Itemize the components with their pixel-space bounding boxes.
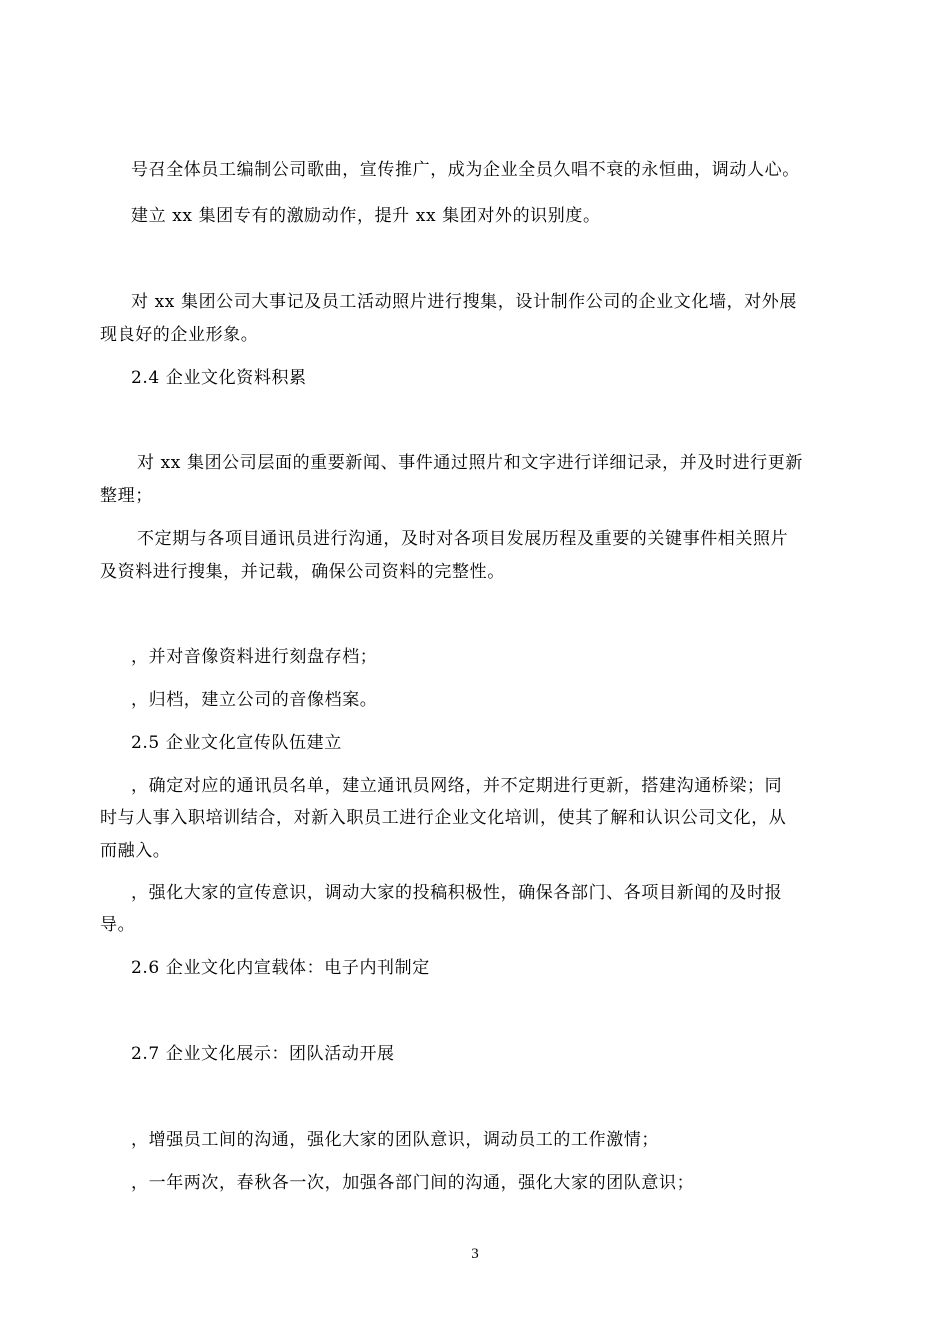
paragraph-line: 对 xx 集团公司大事记及员工活动照片进行搜集，设计制作公司的企业文化墙，对外展 [131, 292, 797, 312]
paragraph-line: 对 xx 集团公司层面的重要新闻、事件通过照片和文字进行详细记录，并及时进行更新 [137, 453, 803, 473]
paragraph-line: 导。 [100, 915, 136, 935]
paragraph-line: 而融入。 [100, 841, 171, 861]
paragraph-line: 建立 xx 集团专有的激励动作，提升 xx 集团对外的识别度。 [131, 206, 601, 226]
paragraph-line: 及资料进行搜集，并记载，确保公司资料的完整性。 [100, 562, 505, 582]
paragraph-line: ，归档，建立公司的音像档案。 [131, 690, 378, 710]
paragraph-line: ，强化大家的宣传意识，调动大家的投稿积极性，确保各部门、各项目新闻的及时报 [131, 883, 783, 903]
paragraph-line: 不定期与各项目通讯员进行沟通，及时对各项目发展历程及重要的关键事件相关照片 [137, 529, 789, 549]
page-number: 3 [471, 1246, 479, 1262]
section-heading: 2.5 企业文化宣传队伍建立 [131, 733, 342, 753]
paragraph-line: 号召全体员工编制公司歌曲，宣传推广，成为企业全员久唱不衰的永恒曲，调动人心。 [131, 160, 800, 180]
paragraph-line: 整理； [100, 486, 153, 506]
section-heading: 2.6 企业文化内宣载体：电子内刊制定 [131, 958, 430, 978]
section-heading: 2.4 企业文化资料积累 [131, 368, 307, 388]
paragraph-line: 现良好的企业形象。 [100, 325, 259, 345]
section-heading: 2.7 企业文化展示：团队活动开展 [131, 1044, 395, 1064]
paragraph-line: ，增强员工间的沟通，强化大家的团队意识，调动员工的工作激情； [131, 1130, 659, 1150]
paragraph-line: ，并对音像资料进行刻盘存档； [131, 647, 378, 667]
paragraph-line: ，确定对应的通讯员名单，建立通讯员网络，并不定期进行更新，搭建沟通桥梁；同 [131, 776, 783, 796]
paragraph-line: ，一年两次，春秋各一次，加强各部门间的沟通，强化大家的团队意识； [131, 1173, 695, 1193]
paragraph-line: 时与人事入职培训结合，对新入职员工进行企业文化培训，使其了解和认识公司文化，从 [100, 808, 787, 828]
